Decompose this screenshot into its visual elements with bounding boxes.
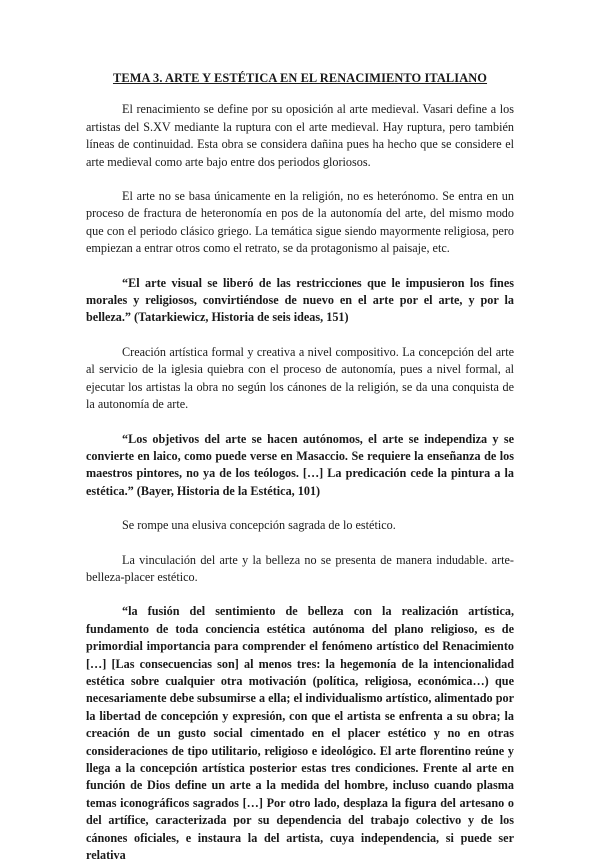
paragraph-beauty: La vinculación del arte y la belleza no se presenta de manera indudable. arte-belleza-placer estético. xyxy=(86,552,514,584)
quote-bayer: “Los objetivos del arte se hacen autónomos, el arte se independiza y se convierte en laico, como puede verse en Masaccio. Se requiere la enseñanza de los maestros pintores, no ya de los teólogos. […] La predicación cede la pintura a la estética.” (Bayer, Historia de la Estética, 101) xyxy=(86,431,514,498)
quote-tatarkiewicz: “El arte visual se liberó de las restricciones que le impusieron los fines morales y religiosos, convirtiéndose de nuevo en el arte por el arte, y por la belleza.” (Tatarkiewicz, Historia de seis ideas, 151) xyxy=(86,275,514,325)
paragraph-creation: Creación artística formal y creativa a nivel compositivo. La concepción del arte al servicio de la iglesia quiebra con el proceso de autonomía, pues a nivel formal, al ejecutar los artistas la obra no según los cánones de la religión, se da una conquista de la autonomía de arte. xyxy=(86,344,514,412)
paragraph-autonomy: El arte no se basa únicamente en la religión, no es heterónomo. Se entra en un proceso de fractura de heteronomía en pos de la autonomía del arte, del mismo modo que con el periodo clásico griego. La temática sigue siendo mayormente religiosa, pero empiezan a entrar otros como el retrato, se da protagonismo al paisaje, etc. xyxy=(86,189,514,256)
paragraph-sacred: Se rompe una elusiva concepción sagrada de lo estético. xyxy=(122,518,396,533)
paragraph-intro: El renacimiento se define por su oposición al arte medieval. Vasari define a los artistas del S.XV mediante la ruptura con el arte medieval. Hay ruptura, pero también líneas de continuidad. Esta obra se considera dañina pues ha hecho que se considere el arte medieval como arte bajo entre dos periodos gloriosos. xyxy=(86,102,514,169)
quote-renaissance: “la fusión del sentimiento de belleza con la realización artística, fundamento de toda conciencia estética autónoma del plano religioso, es de primordial importancia para comprender el fenómeno artístico del Renacimiento […] [Las consecuencias son] al menos tres: la hegemonía de la intencionalidad estética sobre cualquier otra motivación (política, religiosa, económica…) que necesariamente debe subsumirse a ella; el individualismo artístico, alimentado por la libertad de concepción y expresión, con que el artista se enfrenta a su obra; la creación de un gusto social cimentado en el placer estético y no en otras consideraciones de tipo utilitario, religioso e ideológico. El arte florentino reúne y llega a la concepción artística posterior estas tres condiciones. Frente al arte en función de Dios define un arte a la medida del hombre, incluso cuando plasma temas iconográficos sagrados […] Por otro lado, desplaza la figura del artesano o del artífice, caracterizada por su dependencia del trabajo colectivo y de los cánones oficiales, e instaura la del artista, cuya independencia, si puede ser relativa xyxy=(86,604,514,863)
page-title: TEMA 3. ARTE Y ESTÉTICA EN EL RENACIMIENTO ITALIANO xyxy=(112,71,488,85)
